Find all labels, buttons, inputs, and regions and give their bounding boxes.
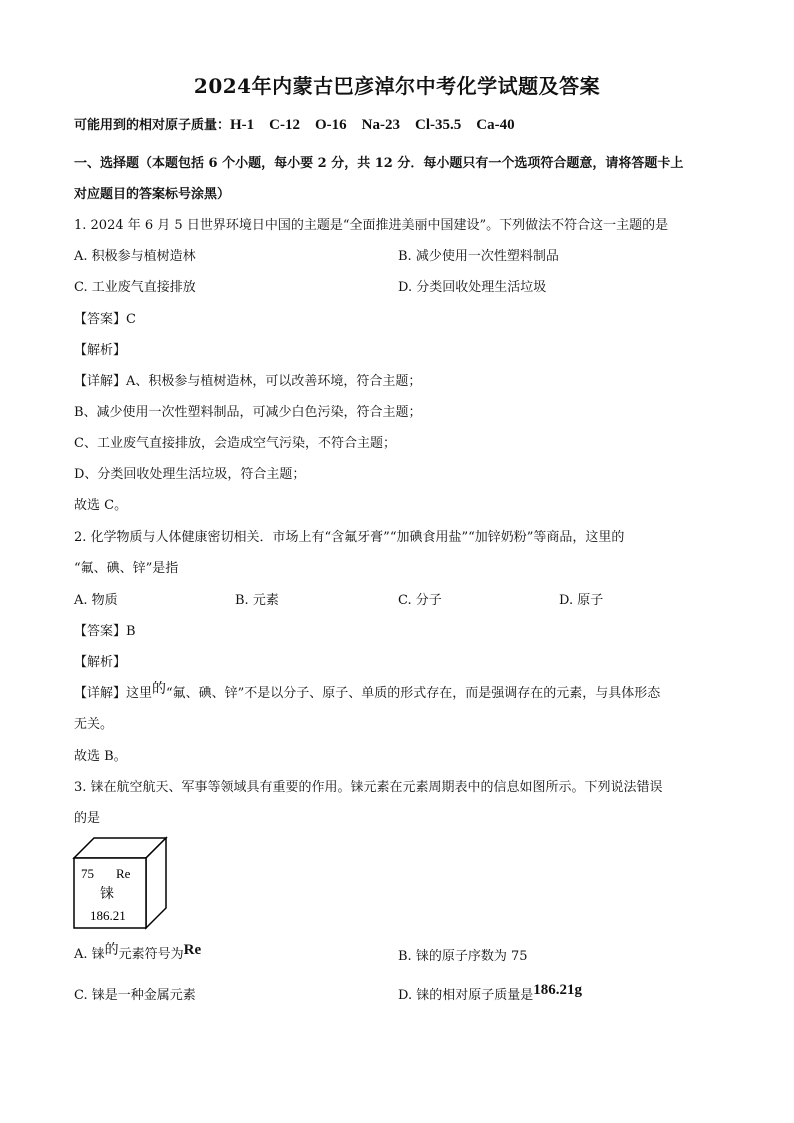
q3-option-a-value: Re xyxy=(183,942,202,958)
q2-detail-line2: 无关。 xyxy=(74,717,114,732)
element-atomic-number: 75 xyxy=(81,866,94,881)
element-symbol: Re xyxy=(116,866,131,881)
q2-answer: 【答案】B xyxy=(74,624,136,639)
q1-option-b: B. 减少使用一次性塑料制品 xyxy=(398,249,559,264)
q2-detail-rest: “氟、碘、锌”不是以分子、原子、单质的形式存在，而是强调存在的元素，与具体形态 xyxy=(166,686,661,701)
q2-option-a: A. 物质 xyxy=(74,593,118,608)
page-title: 2024年内蒙古巴彦淖尔中考化学试题及答案 xyxy=(193,74,601,98)
q1-stem: 1. 2024 年 6 月 5 日世界环境日中国的主题是“全面推进美丽中国建设”。下列做法不符合这一主题的是 xyxy=(74,218,669,233)
atomic-masses-label: 可能用到的相对原子质量： xyxy=(74,118,231,133)
q1-detail-b: B、减少使用一次性塑料制品，可减少白色污染，符合主题； xyxy=(74,405,422,420)
element-atomic-mass: 186.21 xyxy=(90,908,126,923)
q2-detail-de: 的 xyxy=(152,681,167,697)
q1-option-d: D. 分类回收处理生活垃圾 xyxy=(398,280,547,295)
q1-detail-c: C、工业废气直接排放，会造成空气污染，不符合主题； xyxy=(74,436,396,451)
q3-stem-line2: 的是 xyxy=(74,811,101,826)
q3-option-d-value: 186.21g xyxy=(533,982,582,998)
q2-option-b: B. 元素 xyxy=(235,593,279,608)
q3-option-c: C. 铼是一种金属元素 xyxy=(74,988,196,1003)
q3-option-b: B. 铼的原子序数为 75 xyxy=(398,949,528,964)
q2-conclusion: 故选 B。 xyxy=(74,749,127,764)
atomic-masses-line xyxy=(74,113,515,134)
q3-option-a-mid: 元素符号为 xyxy=(118,947,184,962)
q1-option-c: C. 工业废气直接排放 xyxy=(74,280,196,295)
q2-stem-line2: “氟、碘、锌”是指 xyxy=(74,561,179,576)
q2-stem-line1: 2. 化学物质与人体健康密切相关．市场上有“含氟牙膏”“加碘食用盐”“加锌奶粉”等商品，这里的 xyxy=(74,530,625,545)
q1-detail-d: D、分类回收处理生活垃圾，符合主题； xyxy=(74,467,306,482)
q3-option-a xyxy=(74,943,201,963)
q1-analysis: 【解析】 xyxy=(74,343,127,358)
q1-conclusion: 故选 C。 xyxy=(74,498,128,513)
section-heading-line2: 对应题目的答案标号涂黑） xyxy=(74,187,231,202)
q3-stem-line1: 3. 铼在航空航天、军事等领域具有重要的作用。铼元素在元素周期表中的信息如图所示。下列说法错误 xyxy=(74,780,663,795)
element-name: 铼 xyxy=(100,887,114,902)
q2-detail-prefix: 【详解】这里 xyxy=(74,686,153,701)
q3-option-a-prefix: A. 铼 xyxy=(74,947,105,962)
q2-option-c: C. 分子 xyxy=(398,593,442,608)
atomic-masses-values: H-1 C-12 O-16 Na-23 Cl-35.5 Ca-40 xyxy=(230,117,515,133)
q2-analysis: 【解析】 xyxy=(74,655,127,670)
q3-option-d xyxy=(398,984,582,1004)
element-tile-figure xyxy=(72,836,168,930)
q1-option-a: A. 积极参与植树造林 xyxy=(74,249,196,264)
section-heading-line1: 一、选择题（本题包括 6 个小题，每小要 2 分，共 12 分．每小题只有一个选项符合题意，请将答题卡上 xyxy=(74,156,684,171)
q2-option-d: D. 原子 xyxy=(559,593,604,608)
q1-answer: 【答案】C xyxy=(74,312,136,327)
q1-detail-a: 【详解】A、积极参与植树造林，可以改善环境，符合主题； xyxy=(74,374,422,389)
q3-option-d-prefix: D. 铼的相对原子质量是 xyxy=(398,988,534,1003)
q3-option-a-de: 的 xyxy=(104,942,119,958)
q2-detail-line1 xyxy=(74,682,660,702)
